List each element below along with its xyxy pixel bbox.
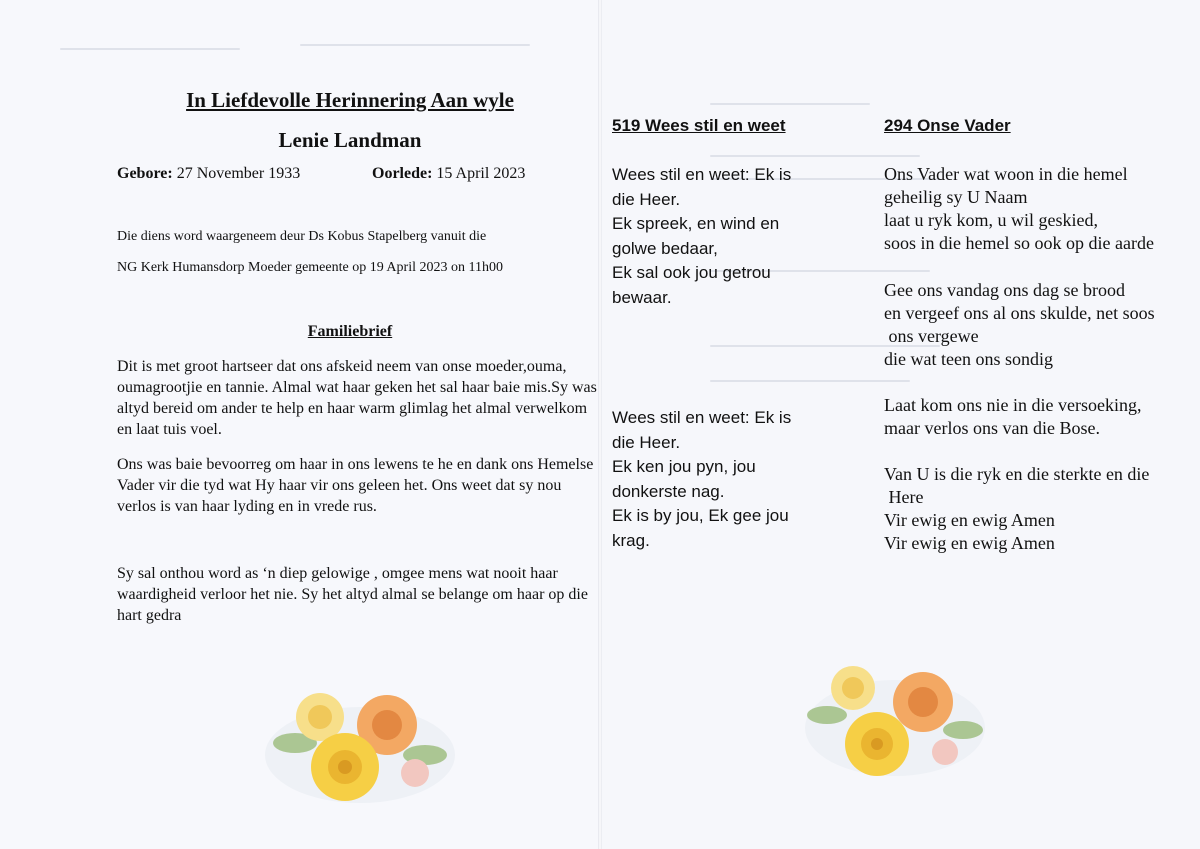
- verse-line: donkerste nag.: [612, 481, 725, 501]
- rose-bouquet-icon: [265, 685, 455, 805]
- died-label: Oorlede:: [372, 165, 433, 182]
- letter-paragraph-1: Dit is met groot hartseer dat ons afskeid neem van onse moeder,ouma, oumagrootjie en tannie. Almal wat haar geken het sal haar baie mis.Sy was altyd bereid om ander te help en haar warm glimlag het almal verwelkom en laat tuis voel.: [117, 358, 597, 438]
- verse-line: Wees stil en weet: Ek is: [612, 408, 792, 427]
- verse-line: bewaar.: [612, 287, 672, 307]
- prayer-line: Vir ewig en ewig Amen: [884, 510, 1055, 530]
- prayer-line: Laat kom ons nie in die versoeking,: [884, 395, 1142, 415]
- prayer-line: geheilig sy U Naam: [884, 187, 1028, 207]
- page-fold: [598, 0, 602, 849]
- hymn-294-title: 294 Onse Vader: [884, 116, 1011, 135]
- prayer-stanza-4: [884, 463, 1194, 555]
- background-trace: [60, 48, 240, 50]
- hymn-519-verse-2: [612, 406, 832, 553]
- prayer-line: Here: [884, 487, 924, 507]
- prayer-line: maar verlos ons van die Bose.: [884, 418, 1100, 438]
- verse-line: krag.: [612, 530, 650, 550]
- prayer-stanza-1: [884, 163, 1194, 255]
- verse-line: Ek spreek, en wind en: [612, 214, 780, 233]
- memorial-title: In Liefdevolle Herinnering Aan wyle: [186, 88, 514, 112]
- prayer-line: Van U is die ryk en die sterkte en die: [884, 464, 1150, 484]
- born-date: 27 November 1933: [176, 165, 301, 182]
- letter-heading: Familiebrief: [307, 323, 393, 340]
- letter-paragraph-2: Ons was baie bevoorreg om haar in ons lewens te he en dank ons Hemelse Vader vir die tyd wat Hy haar vir ons geleen het. Ons weet dat sy nou verlos is van haar lyding en in vrede rus.: [117, 456, 594, 515]
- service-line-2: NG Kerk Humansdorp Moeder gemeente op 19 April 2023 on 11h00: [117, 260, 503, 275]
- prayer-line: Gee ons vandag ons dag se brood: [884, 280, 1125, 300]
- died-date: 15 April 2023: [436, 165, 526, 182]
- hymn-519-verse-1: [612, 163, 832, 310]
- prayer-stanza-2: [884, 279, 1194, 371]
- rose-bouquet-icon: [805, 660, 985, 780]
- hymn-519-title: 519 Wees stil en weet: [612, 116, 786, 135]
- birth-info: [117, 165, 300, 183]
- background-trace: [710, 103, 870, 105]
- verse-line: golwe bedaar,: [612, 238, 718, 258]
- verse-line: Wees stil en weet: Ek is: [612, 165, 792, 184]
- prayer-line: en vergeef ons al ons skulde, net soos: [884, 303, 1155, 323]
- verse-line: Ek is by jou, Ek gee jou: [612, 506, 789, 525]
- verse-line: die Heer.: [612, 189, 681, 209]
- background-trace: [710, 380, 910, 382]
- prayer-line: soos in die hemel so ook op die aarde: [884, 233, 1154, 253]
- born-label: Gebore:: [117, 165, 173, 182]
- prayer-line: laat u ryk kom, u wil geskied,: [884, 210, 1098, 230]
- background-trace: [300, 44, 530, 46]
- death-info: [372, 165, 525, 183]
- prayer-line: Vir ewig en ewig Amen: [884, 533, 1055, 553]
- prayer-line: ons vergewe: [884, 326, 979, 346]
- background-trace: [710, 155, 920, 157]
- prayer-line: die wat teen ons sondig: [884, 349, 1053, 369]
- verse-line: Ek sal ook jou getrou: [612, 263, 771, 282]
- prayer-stanza-3: [884, 394, 1194, 440]
- verse-line: Ek ken jou pyn, jou: [612, 457, 756, 476]
- prayer-line: Ons Vader wat woon in die hemel: [884, 164, 1128, 184]
- deceased-name: Lenie Landman: [278, 128, 422, 152]
- letter-paragraph-3: Sy sal onthou word as ‘n diep gelowige , omgee mens wat nooit haar waardigheid verloor het nie. Sy het altyd almal se belange om haar op die hart gedra: [117, 565, 588, 624]
- service-line-1: Die diens word waargeneem deur Ds Kobus Stapelberg vanuit die: [117, 229, 487, 244]
- verse-line: die Heer.: [612, 432, 681, 452]
